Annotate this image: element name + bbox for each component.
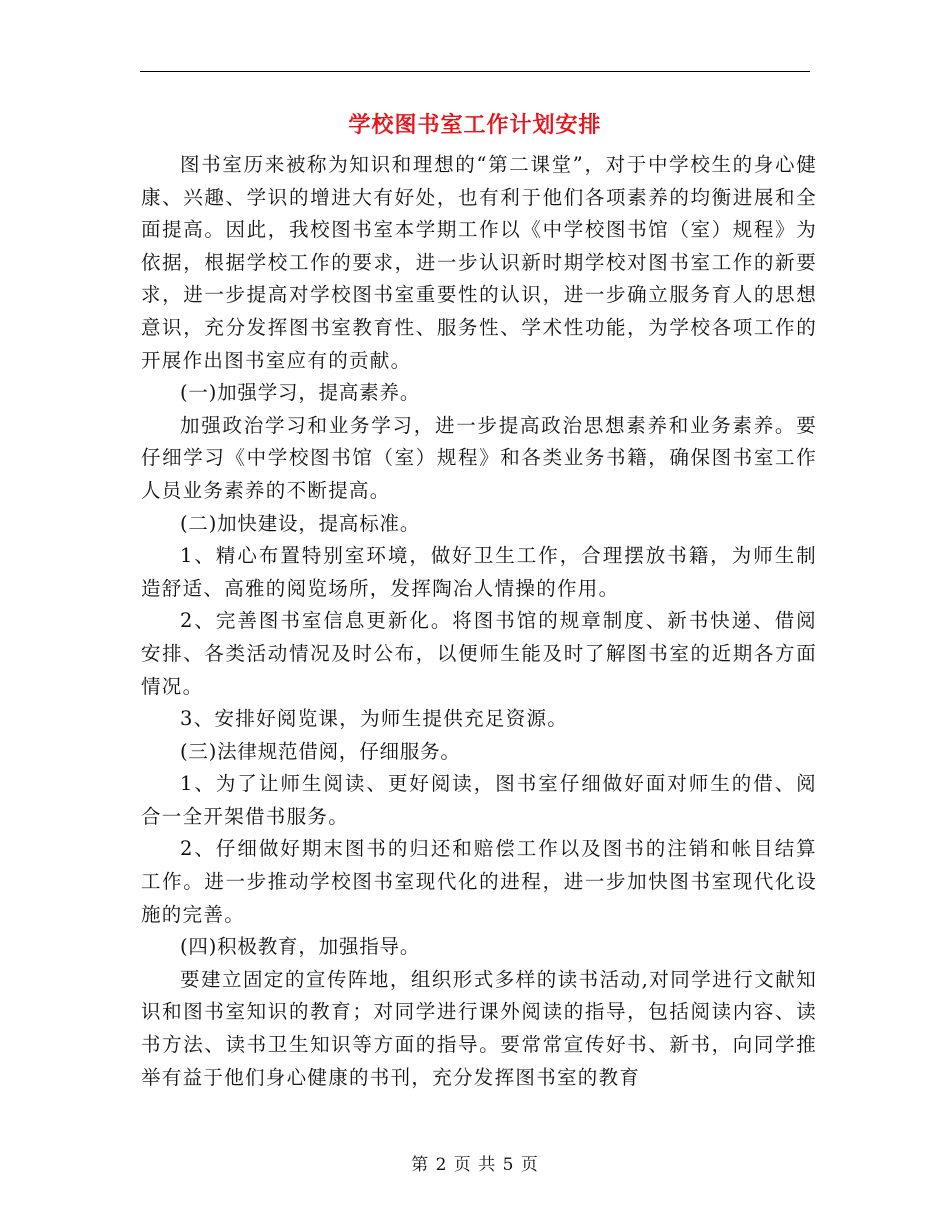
section-3-item-1: 1、为了让师生阅读、更好阅读，图书室仔细做好面对师生的借、阅合一全开架借书服务。 [141, 772, 817, 828]
section-heading-1: (一)加强学习，提高素养。 [180, 381, 421, 405]
section-heading-4: (四)积极教育，加强指导。 [180, 935, 421, 959]
document-title: 学校图书室工作计划安排 [348, 113, 602, 138]
section-1-paragraph: 加强政治学习和业务学习，进一步提高政治思想素养和业务素养。要仔细学习《中学校图书馆（室）规程》和各类业务书籍，确保图书室工作人员业务素养的不断提高。 [141, 413, 817, 502]
section-2-item-2: 2、完善图书室信息更新化。将图书馆的规章制度、新书快递、借阅安排、各类活动情况及时公布，以便师生能及时了解图书室的近期各方面情况。 [141, 609, 817, 698]
page-footer: 第 2 页 共 5 页 [411, 1155, 539, 1175]
section-heading-3: (三)法律规范借阅，仔细服务。 [180, 739, 461, 763]
intro-paragraph: 图书室历来被称为知识和理想的“第二课堂”，对于中学校生的身心健康、兴趣、学识的增进大有好处，也有利于他们各项素养的均衡进展和全面提高。因此，我校图书室本学期工作以《中学校图书馆（室）规程》为依据，根据学校工作的要求，进一步认识新时期学校对图书室工作的新要求，进一步提高对学校图书室重要性的认识，进一步确立服务育人的思想意识，充分发挥图书室教育性、服务性、学术性功能，为学校各项工作的开展作出图书室应有的贡献。 [141, 153, 817, 372]
section-3-item-2: 2、仔细做好期末图书的归还和赔偿工作以及图书的注销和帐目结算工作。进一步推动学校图书室现代化的进程，进一步加快图书室现代化设施的完善。 [141, 837, 817, 926]
section-2-item-3: 3、安排好阅览课，为师生提供充足资源。 [180, 707, 569, 731]
header-rule [140, 71, 810, 72]
section-heading-2: (二)加快建设，提高标准。 [180, 511, 421, 535]
document-body [141, 149, 817, 1094]
section-2-item-1: 1、精心布置特别室环境，做好卫生工作，合理摆放书籍，为师生制造舒适、高雅的阅览场所，发挥陶冶人情操的作用。 [141, 544, 817, 600]
section-4-paragraph: 要建立固定的宣传阵地，组织形式多样的读书活动,对同学进行文献知识和图书室知识的教育；对同学进行课外阅读的指导，包括阅读内容、读书方法、读书卫生知识等方面的指导。要常常宣传好书、新书，向同学推举有益于他们身心健康的书刊，充分发挥图书室的教育 [141, 967, 817, 1089]
